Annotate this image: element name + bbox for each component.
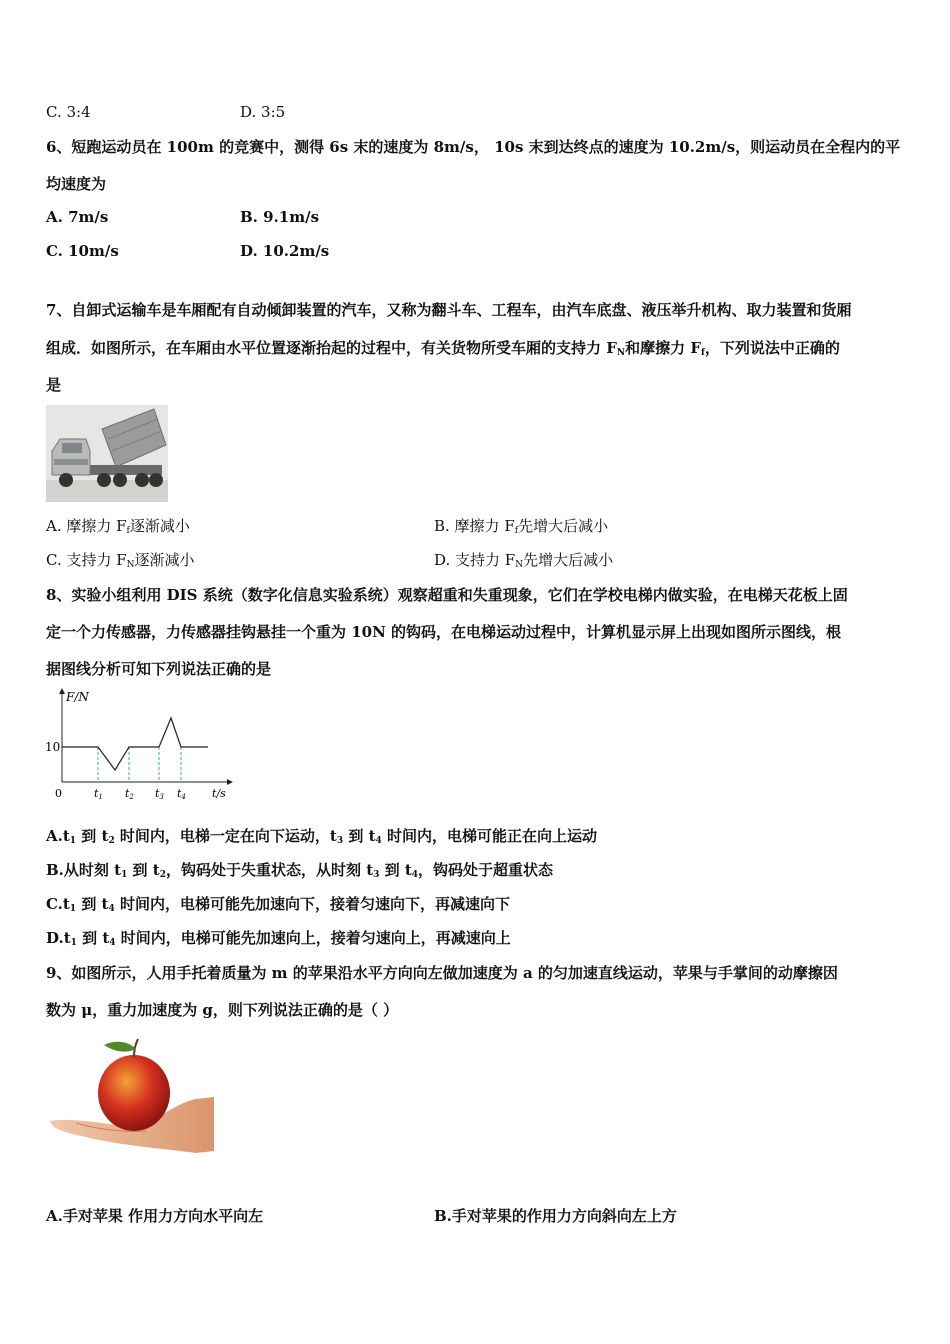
q8-stem-line1: 8、实验小组利用 DIS 系统（数字化信息实验系统）观察超重和失重现象，它们在学校电梯内做实验，在电梯天花板上固	[46, 586, 848, 604]
q7-opt-text: C. 支持力 F	[46, 551, 127, 569]
q8-opt-text: 时间内，电梯可能先加速向上，接着匀速向上，再减速向上	[115, 929, 511, 947]
q8-opt-text: 时间内，电梯一定在向下运动，t	[114, 827, 337, 845]
t4-label: t4	[177, 787, 186, 801]
q7-opt-text: 先增大后减小	[518, 517, 609, 535]
x-axis-label: t/s	[212, 787, 226, 800]
q8-opt-text: D.t	[46, 929, 71, 947]
q8-opt-text: 时间内，电梯可能先加速向下，接着匀速向下，再减速向下	[114, 895, 510, 913]
q7-opt-sub: f	[514, 526, 519, 536]
q8-opt-text: 到 t	[76, 827, 109, 845]
q8-opt-sub: 4	[411, 870, 419, 880]
q7-opt-text: A. 摩擦力 F	[46, 517, 127, 535]
q7-stem-line1: 7、自卸式运输车是车厢配有自动倾卸装置的汽车，又称为翻斗车、工程车，由汽车底盘、液压举升机构、取力装置和货厢	[46, 301, 852, 319]
q7-opt-text: D. 支持力 F	[434, 551, 516, 569]
q8-option-d	[46, 928, 511, 953]
q8-opt-sub: 4	[375, 836, 382, 846]
q7-stem-line3: 是	[46, 376, 62, 394]
q7-option-b	[434, 516, 608, 541]
force-time-graph	[40, 685, 240, 805]
q6-option-b: B. 9.1m/s	[240, 208, 320, 226]
y-tick-10: 10	[45, 740, 61, 754]
q5-option-d: D. 3:5	[240, 103, 286, 121]
q8-stem-line3: 据图线分析可知下列说法正确的是	[46, 660, 272, 678]
q7-sub: N	[616, 348, 626, 358]
q9-stem-line2: 数为 μ，重力加速度为 g，则下列说法正确的是（ ）	[46, 1001, 399, 1019]
q7-opt-text: 逐渐减小	[134, 551, 195, 569]
q7-opt-text: 逐渐减小	[129, 517, 190, 535]
q7-opt-text: B. 摩擦力 F	[434, 517, 515, 535]
q8-option-c	[46, 894, 510, 919]
t3-label: t3	[155, 787, 164, 801]
q5-option-c: C. 3:4	[46, 103, 91, 121]
q7-text: 和摩擦力 F	[625, 339, 701, 357]
q8-opt-sub: 4	[109, 938, 116, 948]
q7-sub: f	[701, 348, 705, 358]
q8-opt-text: ，钩码处于失重状态，从时刻 t	[165, 861, 374, 879]
q8-option-b	[46, 860, 553, 885]
q6-option-a: A. 7m/s	[46, 208, 109, 226]
apple-on-hand-image	[46, 1033, 214, 1157]
q6-option-d: D. 10.2m/s	[240, 242, 330, 260]
q7-text: ，下列说法中正确的	[704, 339, 840, 357]
q9-stem-line1: 9、如图所示，人用手托着质量为 m 的苹果沿水平方向向左做加速度为 a 的匀加速直线运动，苹果与手掌间的动摩擦因	[46, 964, 838, 982]
q8-opt-text: 到 t	[76, 929, 110, 947]
q6-stem-line1: 6、短跑运动员在 100m 的竞赛中，测得 6s 末的速度为 8m/s， 10s 末到达终点的速度为 10.2m/s，则运动员在全程内的平	[46, 138, 901, 156]
q7-opt-text: 先增大后减小	[523, 551, 614, 569]
q8-opt-sub: 1	[121, 870, 128, 880]
q8-opt-sub: 1	[69, 904, 77, 914]
q7-text: 组成．如图所示，在车厢由水平位置逐渐抬起的过程中，有关货物所受车厢的支持力 F	[46, 339, 617, 357]
q9-option-b: B.手对苹果的作用力方向斜向左上方	[434, 1207, 677, 1225]
q8-option-a	[46, 826, 597, 851]
q8-opt-sub: 3	[373, 870, 380, 880]
q7-opt-sub: f	[126, 526, 130, 536]
origin-label: 0	[55, 787, 62, 800]
q8-stem-line2: 定一个力传感器，力传感器挂钩悬挂一个重为 10N 的钩码，在电梯运动过程中，计算机显示屏上出现如图所示图线，根	[46, 623, 842, 641]
q8-opt-sub: 4	[108, 904, 115, 914]
q8-opt-text: ，钩码处于超重状态	[418, 861, 554, 879]
q8-opt-sub: 2	[108, 836, 115, 846]
q8-opt-sub: 1	[70, 938, 77, 948]
q7-option-d	[434, 550, 613, 575]
q7-option-c	[46, 550, 195, 575]
q8-opt-sub: 2	[159, 870, 166, 880]
q8-opt-text: 到 t	[76, 895, 109, 913]
q8-opt-sub: 3	[336, 836, 344, 846]
q7-stem-line2	[46, 338, 840, 363]
y-axis-label: F/N	[66, 690, 89, 704]
dump-truck-drawing	[46, 405, 168, 502]
q8-opt-text: 到 t	[343, 827, 376, 845]
dump-truck-image	[46, 405, 168, 502]
q8-opt-text: B.从时刻 t	[46, 861, 122, 879]
force-curve	[62, 718, 208, 770]
q8-opt-text: 到 t	[379, 861, 412, 879]
q8-opt-text: 时间内，电梯可能正在向上运动	[381, 827, 597, 845]
t2-label: t2	[125, 787, 134, 801]
q7-opt-sub: N	[515, 560, 524, 570]
q6-option-c: C. 10m/s	[46, 242, 119, 260]
t1-label: t1	[94, 787, 103, 801]
q8-opt-text: A.t	[46, 827, 70, 845]
q7-option-a	[46, 516, 190, 541]
q8-opt-sub: 1	[69, 836, 77, 846]
q8-opt-text: 到 t	[127, 861, 160, 879]
q9-option-a: A.手对苹果 作用力方向水平向左	[46, 1207, 264, 1225]
apple-hand-drawing	[46, 1033, 214, 1157]
q7-opt-sub: N	[126, 560, 135, 570]
q6-stem-line2: 均速度为	[46, 175, 107, 193]
q8-opt-text: C.t	[46, 895, 70, 913]
